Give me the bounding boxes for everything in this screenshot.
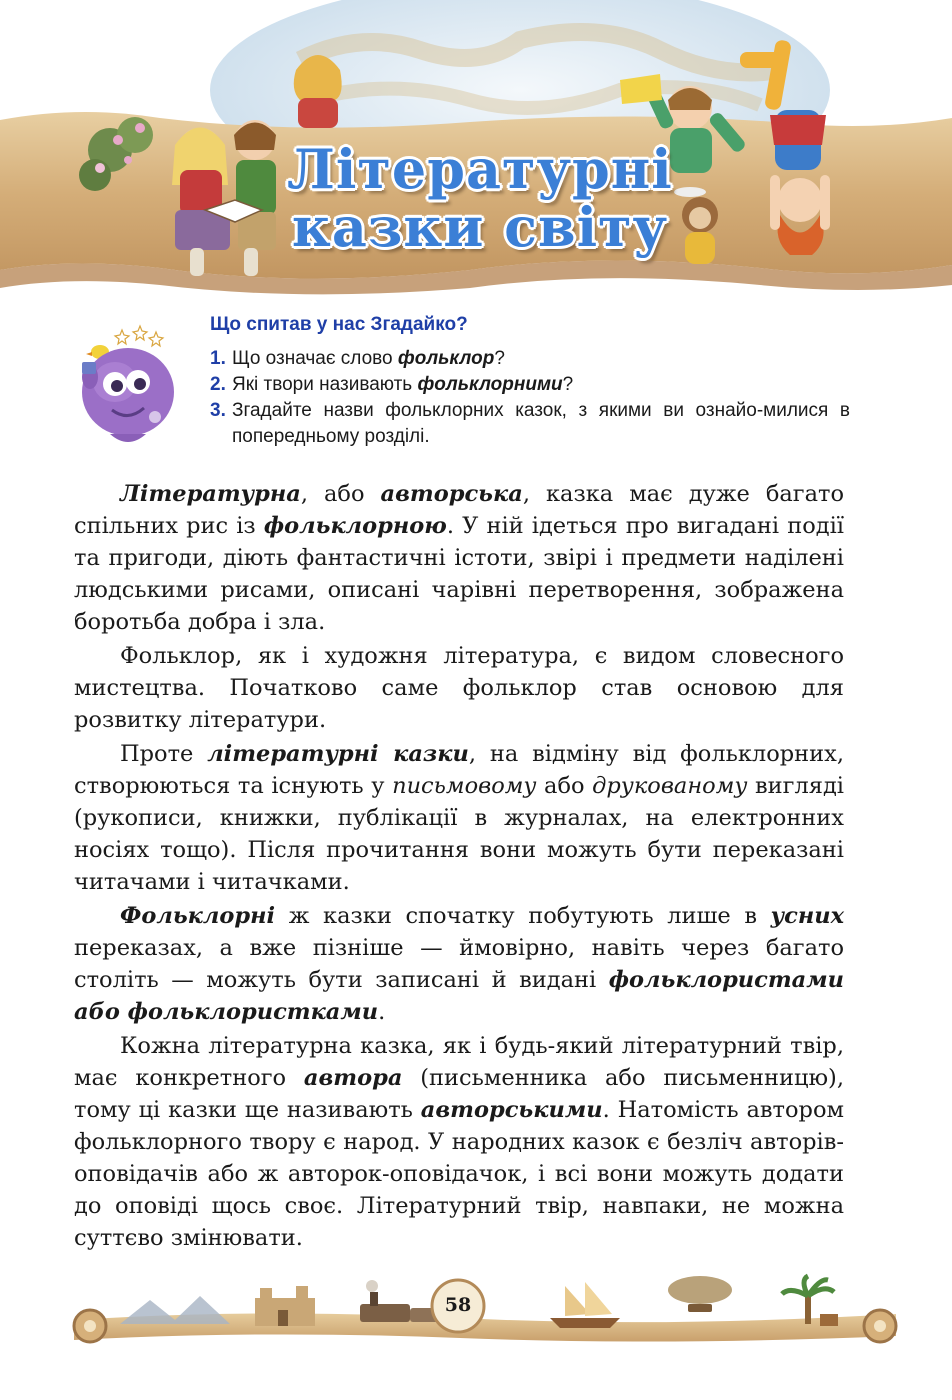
airship-graphic	[668, 1276, 732, 1312]
recall-questions-section	[70, 312, 860, 462]
question-number: 1.	[210, 348, 226, 369]
chapter-title-line-1: Літературні	[287, 137, 673, 201]
paragraph-text: Проте	[120, 741, 208, 767]
question-text-part: ?	[562, 374, 574, 395]
question-item	[210, 346, 850, 372]
question-list	[210, 346, 850, 450]
term-written: письмовому	[392, 773, 537, 799]
paragraph-text: (письменника або письменницю), тому ці казки ще називають	[74, 1065, 844, 1123]
paragraph-text: або	[536, 773, 593, 799]
term-folklorists: фольклористами або фольклористками	[74, 967, 844, 1025]
question-keyword: фольклор	[397, 348, 495, 369]
paragraph-text: ж казки спочатку побутують лише в	[275, 903, 771, 929]
paragraph-text: . Натомість автором фольклорного твору є народ. У народних казок є безліч авторів-оповідачів або ж авторок-оповідачок, і всі вони можуть додати до оповіді щось своє. Літературний твір, навпаки, не можна суттєво змінювати.	[74, 1097, 845, 1251]
zgadaiko-mascot-icon	[70, 322, 180, 452]
term-authorial-plural: авторськими	[420, 1097, 603, 1123]
main-text	[74, 478, 844, 1256]
question-text	[232, 346, 850, 372]
paragraph-5	[74, 1030, 844, 1254]
paragraph-text: Кожна літературна казка, як і будь-який літературний твір, має конкретного	[74, 1033, 844, 1091]
paragraph-text: . У ній ідеться про вигадані події та пригоди, діють фантастичні істоти, звірі і предмети наділені людськими рисами, описані чарівні перетворення, зображена боротьба добра і зла.	[74, 513, 844, 635]
question-number: 3.	[210, 400, 226, 421]
question-keyword: фольклорними	[417, 374, 563, 395]
question-item	[210, 372, 850, 398]
chapter-title	[270, 137, 690, 259]
term-folk-tales: Фольклорні	[120, 903, 276, 929]
paragraph-text: , або	[300, 481, 381, 507]
paragraph-text: , казка має дуже багато спільних рис із	[74, 481, 845, 539]
term-oral: усних	[770, 903, 844, 929]
term-folk: фольклорною	[263, 513, 447, 539]
paragraph-2	[74, 640, 844, 736]
question-text-part: Що означає слово	[232, 348, 398, 369]
paragraph-text: , на відміну від фольклорних, створюються та існують у	[74, 741, 844, 799]
paragraph-3	[74, 738, 844, 898]
term-authorial: авторська	[380, 481, 523, 507]
term-author: автора	[303, 1065, 403, 1091]
header-banner	[0, 0, 952, 300]
paragraph-text: .	[378, 999, 386, 1025]
question-number: 2.	[210, 374, 226, 395]
chapter-title-line-2: казки світу	[291, 195, 669, 259]
ship-graphic	[550, 1282, 620, 1328]
recall-heading: Що спитав у нас Згадайко?	[210, 314, 468, 335]
paragraph-text: вигляді (рукописи, книжки, публікації в журналах, на електронних носіях тощо). Після прочитання вони можуть бути переказані читачами і читачками.	[74, 773, 844, 895]
question-text	[232, 372, 850, 398]
paragraph-1	[74, 478, 844, 638]
palm-tree-graphic	[782, 1276, 838, 1326]
question-text-part: Які твори називають	[232, 374, 418, 395]
footer-banner	[60, 1268, 910, 1348]
question-text-part: ?	[494, 348, 505, 369]
term-literary-tales: літературні казки	[207, 741, 469, 767]
paragraph-text: Фольклор, як і художня література, є видом словесного мистецтва. Початково саме фольклор став основою для розвитку літератури.	[74, 643, 844, 733]
term-printed: друкованому	[592, 773, 748, 799]
page-number: 58	[444, 1294, 472, 1316]
term-literary: Літературна	[120, 481, 301, 507]
question-item	[210, 398, 850, 450]
paragraph-4	[74, 900, 844, 1028]
paragraph-text: переказах, а вже пізніше — ймовірно, навіть через багато століть — можуть бути записані й видані	[74, 935, 844, 993]
question-text: Згадайте назви фольклорних казок, з якими ви ознайо-милися в попередньому розділі.	[232, 400, 850, 447]
castle-graphic	[255, 1286, 315, 1326]
